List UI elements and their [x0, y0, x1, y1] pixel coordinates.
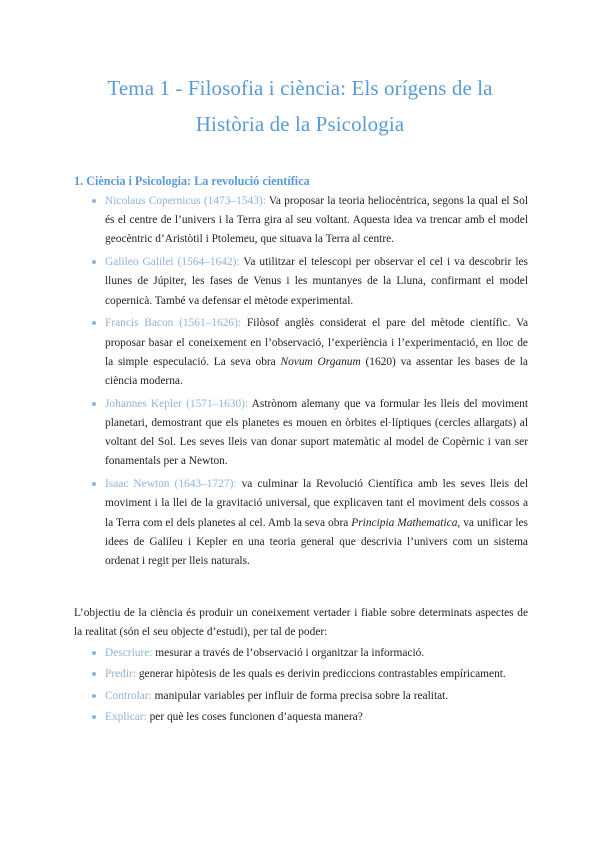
list-item-bacon: [88, 314, 528, 391]
objective-text: generar hipòtesis de les quals es derivin prediccions contrastables empíricament.: [136, 668, 506, 681]
objective-term: Controlar:: [105, 689, 152, 702]
bullet-icon: [92, 651, 96, 655]
list-item-galileo: [88, 253, 528, 311]
title-line-1: Tema 1 - Filosofia i ciència: Els orígens de la: [107, 76, 493, 100]
objective-paragraph: L’objectiu de la ciència és produir un coneixement vertader i fiable sobre determinats aspectes de la realitat (són el seu objecte d’estudi), per tal de poder:: [74, 607, 528, 639]
bullet-icon: [92, 715, 96, 719]
objective-text: per què les coses funcionen d’aquesta manera?: [146, 711, 363, 724]
objective-text: manipular variables per influir de forma precisa sobre la realitat.: [151, 689, 449, 702]
list-item-predict: [88, 665, 528, 684]
document-title: [60, 70, 540, 142]
book-title: Novum Organum: [280, 355, 361, 368]
list-item-newton: [88, 475, 528, 571]
list-item-explain: [88, 708, 528, 727]
bullet-icon: [92, 260, 96, 264]
title-line-2: Història de la Psicologia: [195, 112, 405, 136]
item-text: Va proposar la teoria heliocèntrica, segons la qual el Sol és el centre de l’univers i la Terra gira al seu voltant. Aquesta idea va trencar amb el model geocèntric d’Aristòtil i Ptolemeu, que situava la Terra al centre.: [105, 195, 528, 246]
scientist-name: Francis Bacon (1561–1626):: [105, 317, 242, 330]
bullet-icon: [92, 482, 96, 486]
objectives-list: [88, 644, 528, 730]
bullet-icon: [92, 694, 96, 698]
list-item-describe: [88, 644, 528, 663]
objective-term: Explicar:: [105, 711, 147, 724]
section-heading: 1. Ciència i Psicologia: La revolució científica: [74, 174, 310, 188]
scientist-name: Johannes Kepler (1571–1630):: [105, 397, 249, 410]
scientist-name: Nicolaus Copernicus (1473–1543):: [105, 195, 266, 207]
objective-text: mesurar a través de l’observació i organitzar la informació.: [152, 647, 425, 659]
scientist-name: Galileo Galilei (1564–1642):: [105, 256, 240, 269]
item-text-after: (1620) va assentar les bases de la ciència moderna.: [105, 355, 528, 388]
bullet-icon: [92, 672, 96, 676]
bullet-icon: [92, 402, 96, 406]
item-text: va culminar la Revolució Científica amb les seves lleis del moviment i la llei de la gravitació universal, que explicaven tant el moviment dels cossos a la Terra com el dels planetes al cel. Amb la seva obra: [105, 478, 529, 529]
list-item-copernicus: [88, 192, 528, 250]
objective-term: Predir:: [105, 668, 137, 681]
objective-term: Descriure:: [105, 647, 153, 659]
scientist-name: Isaac Newton (1643–1727):: [105, 478, 237, 491]
item-text: Va utilitzar el telescopi per observar el cel i va descobrir les llunes de Júpiter, les fases de Venus i les muntanyes de la Lluna, confirmant el model copernicà. També va defensar el mètode experimental.: [105, 256, 528, 307]
list-item-kepler: [88, 395, 528, 472]
book-title: Principia Mathematica: [351, 516, 458, 529]
list-item-control: [88, 687, 528, 706]
item-text: Astrònom alemany que va formular les lleis del moviment planetari, demostrant que els planetes es mouen en òrbites el·líptiques (cercles allargats) al voltant del Sol. Les seves lleis van donar suport matemàtic al model de Copèrnic i van ser fonamentals per a Newton.: [105, 397, 528, 468]
item-text: Filòsof anglès considerat el pare del mètode científic. Va proposar basar el coneixement en l’observació, l’experiència i l’experimentació, en lloc de la simple especulació. La seva obra: [105, 317, 528, 368]
scientists-list: [88, 192, 528, 575]
bullet-icon: [92, 199, 96, 203]
item-text-after: , va unificar les idees de Galileu i Kepler en una teoria general que descrivia l’univers com un sistema ordenat i regit per lleis naturals.: [105, 516, 528, 568]
bullet-icon: [92, 321, 96, 325]
